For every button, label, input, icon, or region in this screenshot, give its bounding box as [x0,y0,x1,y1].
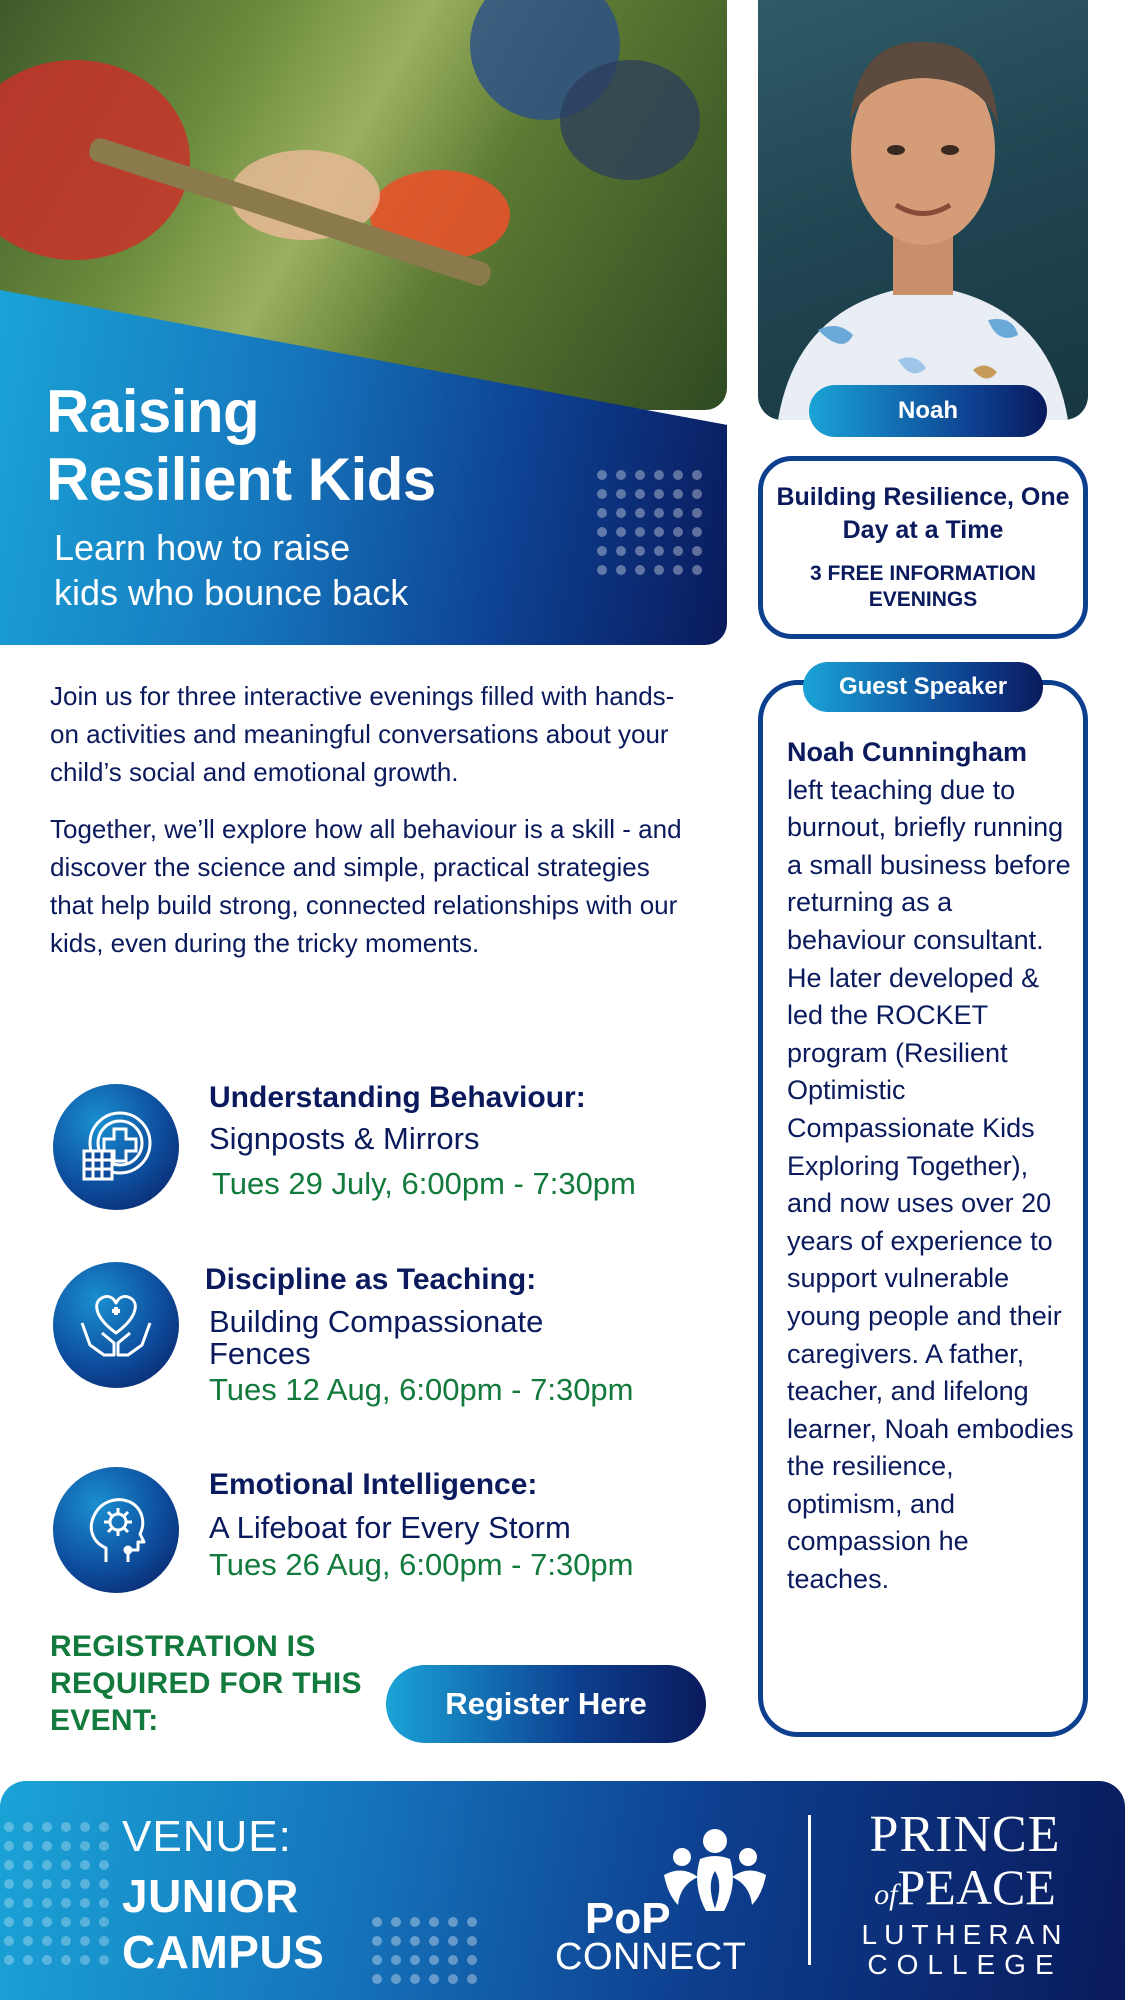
head-gear-icon [53,1467,179,1593]
tagline-box [758,456,1088,639]
speaker-bio-text: left teaching due to burnout, briefly running a small business before returning as a behaviour consultant. He later developed & led the ROCKET program (Resilient Optimistic Compassionate Kids Exploring Together), and now uses over 20 years of experience to support vulnerable young people and their caregivers. A father, teacher, and lifelong learner, Noah embodies the resilience, optimism, and compassion he teaches. [787,774,1074,1595]
medical-calendar-icon [53,1084,179,1210]
session-3 [209,1467,729,1583]
college-logo [830,1808,1100,1980]
speaker-full-name: Noah Cunningham [787,737,1027,767]
subtitle-line-1: Learn how to raise [54,527,351,568]
registration-notice: REGISTRATION IS REQUIRED FOR THIS EVENT: [50,1630,362,1737]
page-subtitle [54,525,534,615]
intro-paragraph-1: Join us for three interactive evenings filled with hands-on activities and meaningful conversations about your child’s social and emotional growth. [50,681,675,787]
session-1 [209,1080,729,1202]
subtitle-line-2: kids who bounce back [54,572,409,613]
intro-text [50,677,690,981]
tagline: Building Resilience, One Day at a Time [776,483,1070,544]
session-1-title: Understanding Behaviour: [209,1081,586,1114]
footer-dot-pattern-left [4,1822,109,1965]
speaker-photo [758,0,1088,420]
session-2-title: Discipline as Teaching: [205,1263,537,1296]
footer-dot-pattern-center [372,1917,477,1984]
register-button[interactable]: Register Here [386,1665,706,1743]
college-peace: PEACE [897,1859,1056,1915]
college-name-line-1: PRINCE [869,1806,1061,1863]
college-name-line-4: COLLEGE [867,1949,1063,1980]
session-3-title: Emotional Intelligence: [209,1468,538,1501]
venue-line-2: CAMPUS [122,1926,325,1978]
session-2 [205,1262,725,1408]
pop-text: PoP [585,1894,671,1943]
venue-label: VENUE: [122,1812,292,1861]
session-1-date: Tues 29 July, 6:00pm - 7:30pm [212,1166,636,1201]
decorative-dot-grid [597,470,702,575]
session-3-subtitle: A Lifeboat for Every Storm [209,1510,571,1545]
page-title [46,378,566,514]
footer-divider [808,1815,811,1965]
session-1-subtitle: Signposts & Mirrors [209,1121,480,1156]
college-of: of [874,1878,898,1911]
session-2-date: Tues 12 Aug, 6:00pm - 7:30pm [209,1372,634,1407]
free-evenings-label: 3 FREE INFORMATION EVENINGS [810,562,1036,611]
session-3-date: Tues 26 Aug, 6:00pm - 7:30pm [209,1547,634,1582]
title-line-2: Resilient Kids [46,446,436,513]
speaker-portrait-icon [758,0,1088,420]
venue-line-1: JUNIOR [122,1870,299,1922]
title-line-1: Raising [46,378,260,445]
intro-paragraph-2: Together, we’ll explore how all behaviour is a skill - and discover the science and simple, practical strategies that help build strong, connected relationships with our kids, even during the tricky moments. [50,814,682,958]
session-2-subtitle: Building Compassionate Fences [209,1304,544,1371]
speaker-name-tag: Noah [809,385,1047,437]
connect-text: CONNECT [555,1936,747,1978]
college-name-line-3: LUTHERAN [861,1919,1069,1950]
college-name-line-2 [830,1859,1100,1920]
guest-speaker-badge: Guest Speaker [803,662,1043,712]
venue-name [122,1868,324,1980]
speaker-bio [787,734,1075,1599]
pop-connect-logo [555,1825,795,1978]
heart-hands-icon [53,1262,179,1388]
